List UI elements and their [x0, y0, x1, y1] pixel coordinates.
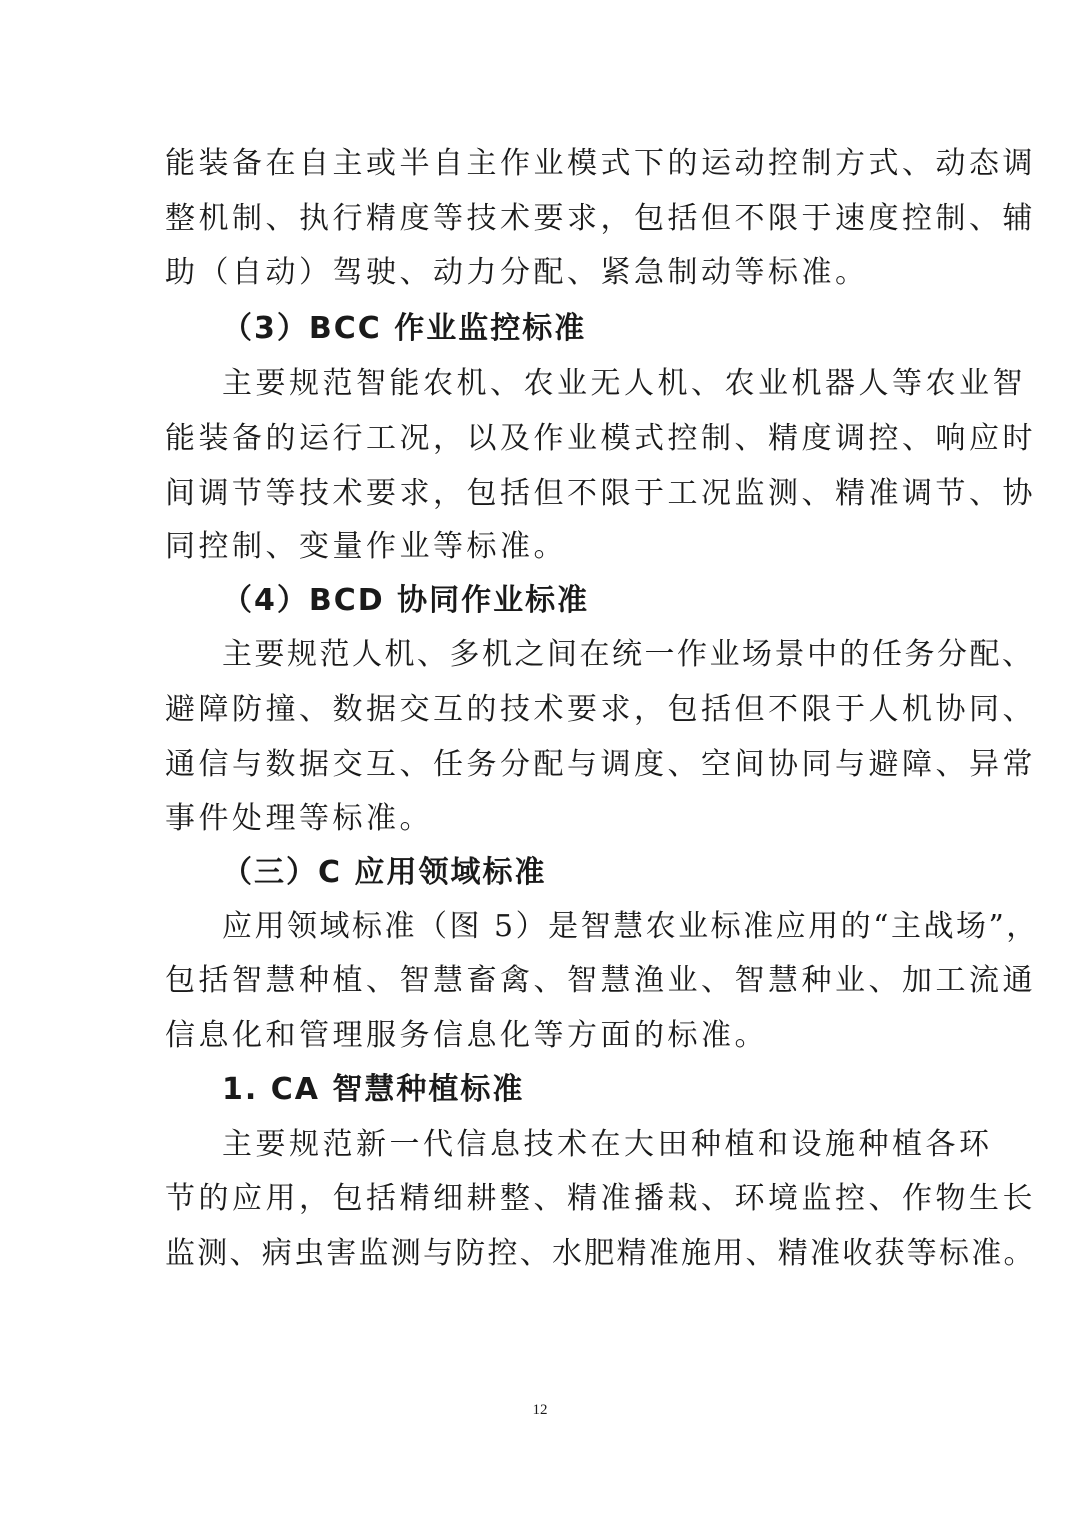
body-text-line: 整机制、执行精度等技术要求，包括但不限于速度控制、辅 [165, 201, 1036, 236]
body-text-line: 助（自动）驾驶、动力分配、紧急制动等标准。 [165, 255, 869, 290]
body-text-line: 事件处理等标准。 [165, 801, 433, 836]
page-number: 12 [532, 1402, 548, 1418]
section-heading: （三）C 应用领域标准 [222, 855, 547, 890]
body-text-line: 能装备的运行工况，以及作业模式控制、精度调控、响应时 [165, 421, 1036, 456]
section-heading: （4）BCD 协同作业标准 [222, 583, 590, 618]
body-text-line: 信息化和管理服务信息化等方面的标准。 [165, 1018, 768, 1053]
body-text-line: 通信与数据交互、任务分配与调度、空间协同与避障、异常 [165, 747, 1036, 782]
body-text-line: 主要规范智能农机、农业无人机、农业机器人等农业智 [222, 366, 1026, 401]
body-text-line: 间调节等技术要求，包括但不限于工况监测、精准调节、协 [165, 476, 1036, 511]
body-text-line: 监测、病虫害监测与防控、水肥精准施用、精准收获等标准。 [165, 1236, 1036, 1271]
body-text-line: 应用领域标准（图 5）是智慧农业标准应用的“主战场”， [222, 909, 1039, 944]
section-heading: 1. CA 智慧种植标准 [222, 1072, 525, 1107]
body-text-line: 能装备在自主或半自主作业模式下的运动控制方式、动态调 [165, 146, 1036, 181]
body-text-line: 包括智慧种植、智慧畜禽、智慧渔业、智慧种业、加工流通 [165, 963, 1036, 998]
body-text-line: 避障防撞、数据交互的技术要求，包括但不限于人机协同、 [165, 692, 1036, 727]
body-text-line: 主要规范新一代信息技术在大田种植和设施种植各环 [222, 1127, 993, 1162]
section-heading: （3）BCC 作业监控标准 [222, 311, 587, 346]
body-text-line: 节的应用，包括精细耕整、精准播栽、环境监控、作物生长 [165, 1181, 1036, 1216]
body-text-line: 主要规范人机、多机之间在统一作业场景中的任务分配、 [222, 637, 1035, 672]
body-text-line: 同控制、变量作业等标准。 [165, 529, 567, 564]
